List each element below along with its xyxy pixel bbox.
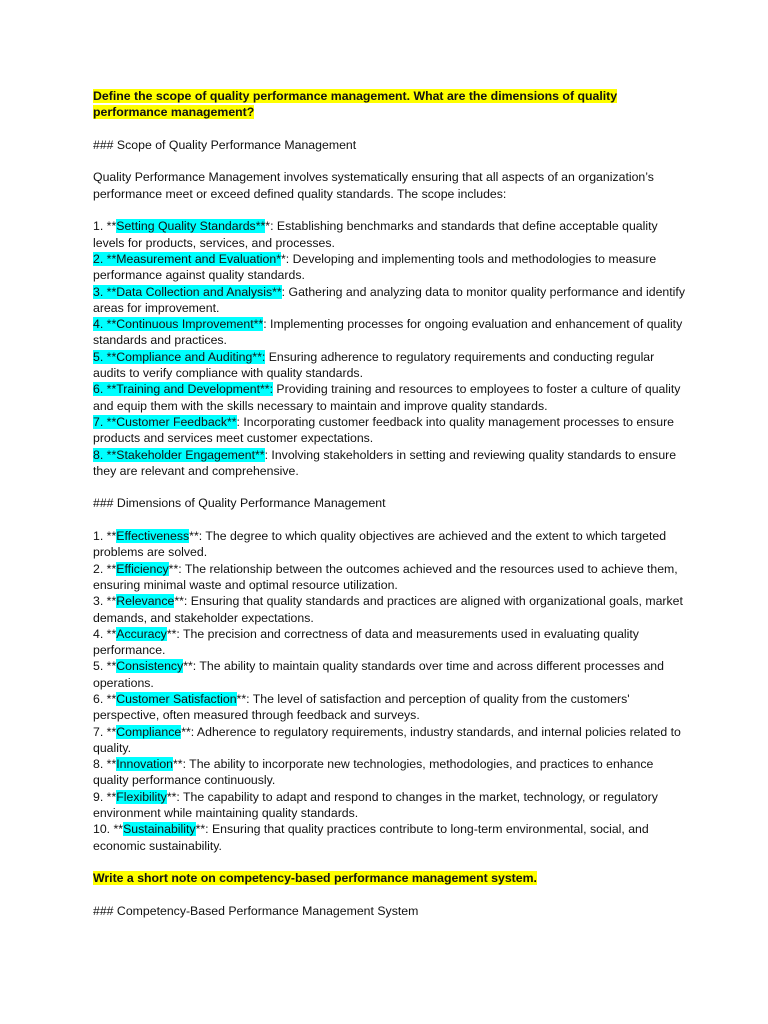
list-item: [93, 756, 688, 789]
item-highlight: 5. **Compliance and Auditing**:: [93, 349, 266, 364]
item-highlight: Customer Satisfaction: [116, 691, 237, 706]
item-prefix: 7. **: [93, 724, 117, 739]
item-text: **: The precision and correctness of data and measurements used in evaluating quality performance.: [93, 626, 639, 658]
item-highlight: Sustainability: [123, 822, 196, 837]
list-item: [93, 691, 688, 724]
list-item: [93, 447, 688, 480]
item-text: *: Developing and implementing tools and methodologies to measure performance against quality standards.: [93, 251, 657, 283]
list-item: [93, 284, 688, 317]
item-text: : Involving stakeholders in setting and reviewing quality standards to ensure they are relevant and comprehensive.: [93, 447, 677, 478]
item-prefix: 6. **: [93, 691, 117, 706]
item-highlight: Flexibility: [116, 789, 167, 804]
question-2: [93, 870, 688, 886]
item-text: **: The ability to incorporate new technologies, methodologies, and practices to enhance quality performance continuously.: [93, 757, 654, 788]
item-prefix: 3. **: [93, 594, 117, 609]
list-item: [93, 381, 688, 414]
item-prefix: 10. **: [93, 822, 124, 837]
item-highlight: 2. **Measurement and Evaluation*: [93, 251, 281, 266]
item-highlight: 3. **Data Collection and Analysis**: [93, 284, 282, 299]
item-prefix: 2. **: [93, 561, 117, 576]
item-text: **: The relationship between the outcomes achieved and the resources used to achieve them, ensuring minimal waste and optimal resource utilization.: [93, 561, 678, 592]
item-highlight: Setting Quality Standards**: [116, 219, 266, 234]
item-text: **: The capability to adapt and respond to changes in the market, technology, or regulatory environment while maintaining quality standards.: [93, 789, 658, 821]
list-item: [93, 528, 688, 561]
item-highlight: Consistency: [116, 659, 184, 674]
list-item: [93, 414, 688, 447]
item-highlight: 6. **Training and Development**:: [93, 382, 274, 397]
list-item: [93, 821, 688, 854]
scope-list: [93, 218, 688, 479]
item-highlight: Relevance: [116, 594, 175, 609]
item-prefix: 5. **: [93, 659, 117, 674]
cbpm-heading: ### Competency-Based Performance Management System: [93, 903, 419, 918]
item-text: **: The level of satisfaction and perception of quality from the customers' perspective, often measured through feedback and surveys.: [93, 691, 630, 723]
item-text: Ensuring adherence to regulatory requirements and conducting regular audits to verify compliance with quality standards.: [93, 349, 655, 381]
item-text: : Implementing processes for ongoing evaluation and enhancement of quality standards and practices.: [93, 317, 683, 348]
item-text: **: Adherence to regulatory requirements, industry standards, and internal policies related to quality.: [93, 724, 681, 755]
item-text: : Incorporating customer feedback into quality management processes to ensure products and services meet customer expectations.: [93, 414, 675, 446]
item-prefix: 1. **: [93, 219, 117, 234]
list-item: [93, 724, 688, 757]
dimensions-heading: ### Dimensions of Quality Performance Management: [93, 496, 386, 511]
item-text: *: Establishing benchmarks and standards that define acceptable quality levels for products, services, and processes.: [93, 219, 658, 250]
item-text: **: The degree to which quality objectives are achieved and the extent to which targeted problems are solved.: [93, 529, 667, 560]
dimensions-list: [93, 528, 688, 854]
item-text: : Gathering and analyzing data to monitor quality performance and identify areas for improvement.: [93, 284, 685, 315]
question-2-text: Write a short note on competency-based performance management system.: [93, 871, 537, 886]
list-item: [93, 626, 688, 659]
item-prefix: 8. **: [93, 757, 117, 772]
item-text: Providing training and resources to employees to foster a culture of quality and equip them with the skills necessary to maintain and improve quality standards.: [93, 382, 681, 413]
item-prefix: 1. **: [93, 529, 117, 544]
item-text: **: The ability to maintain quality standards over time and across different processes and operations.: [93, 659, 664, 690]
item-highlight: Innovation: [116, 757, 173, 772]
item-highlight: Accuracy: [116, 626, 167, 641]
item-text: **: Ensuring that quality practices contribute to long-term environmental, social, and economic sustainability.: [93, 822, 649, 853]
item-highlight: Efficiency: [116, 561, 169, 576]
list-item: [93, 593, 688, 626]
item-prefix: 9. **: [93, 789, 117, 804]
scope-intro: Quality Performance Management involves systematically ensuring that all aspects of an organization’s performance meet or exceed defined quality standards. The scope includes:: [93, 170, 654, 201]
item-highlight: 4. **Continuous Improvement**: [93, 317, 264, 332]
list-item: [93, 218, 688, 251]
list-item: [93, 561, 688, 594]
question-1: [93, 88, 688, 121]
list-item: [93, 316, 688, 349]
item-highlight: 8. **Stakeholder Engagement**: [93, 447, 265, 462]
scope-heading: ### Scope of Quality Performance Management: [93, 137, 357, 152]
list-item: [93, 789, 688, 822]
item-highlight: Compliance: [116, 724, 182, 739]
question-1-text: Define the scope of quality performance management. What are the dimensions of quality performance management?: [93, 89, 618, 120]
list-item: [93, 251, 688, 284]
list-item: [93, 349, 688, 382]
item-highlight: 7. **Customer Feedback**: [93, 414, 237, 429]
list-item: [93, 658, 688, 691]
item-prefix: 4. **: [93, 626, 117, 641]
item-highlight: Effectiveness: [116, 529, 190, 544]
item-text: **: Ensuring that quality standards and practices are aligned with organizational goals, market demands, and stakeholder expectations.: [93, 594, 683, 625]
